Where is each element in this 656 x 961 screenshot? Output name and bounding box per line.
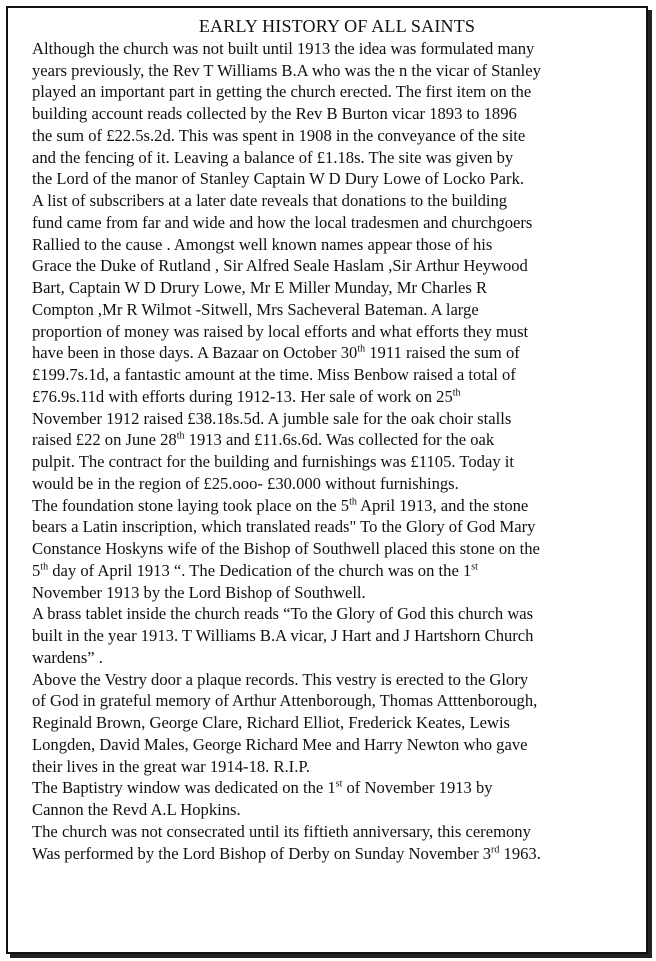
ordinal-suffix: th (452, 387, 461, 399)
text-line: years previously, the Rev T Williams B.A who was the n the vicar of Stanley (32, 60, 541, 80)
text-line: £199.7s.1d, a fantastic amount at the time. Miss Benbow raised a total of (32, 365, 516, 384)
text-line: pulpit. The contract for the building and furnishings was £1105. Today it (32, 452, 514, 471)
document-body (32, 16, 628, 864)
text-line (32, 429, 628, 451)
ordinal-suffix: rd (491, 843, 500, 855)
text-line: Rallied to the cause . Amongst well known names appear those of his (32, 234, 493, 254)
text-line: played an important part in getting the church erected. The first item on the (32, 82, 532, 102)
text-segment: April 1913, and the stone (356, 495, 529, 515)
text-line: built in the year 1913. T Williams B.A vicar, J Hart and J Hartshorn Church (32, 626, 534, 645)
text-line: Bart, Captain W D Drury Lowe, Mr E Miller Munday, Mr Charles R (32, 278, 488, 297)
document-title: EARLY HISTORY OF ALL SAINTS (198, 16, 476, 36)
text-line: A list of subscribers at a later date reveals that donations to the building (32, 191, 508, 210)
text-segment: of November 1913 by (342, 778, 493, 798)
text-line: the Lord of the manor of Stanley Captain W D Dury Lowe of Locko Park. (32, 169, 525, 189)
text-line: Above the Vestry door a plaque records. This vestry is erected to the Glory (32, 669, 529, 689)
text-line (32, 386, 628, 408)
text-line (32, 843, 628, 865)
ordinal-suffix: st (335, 778, 343, 790)
text-line: building account reads collected by the Rev B Burton vicar 1893 to 1896 (32, 104, 517, 123)
text-segment: 1911 raised the sum of (365, 343, 520, 363)
text-segment: have been in those days. A Bazaar on October 30 (32, 343, 358, 363)
text-line: would be in the region of £25.ooo- £30.000 without furnishings. (32, 473, 459, 493)
text-line (32, 495, 628, 517)
text-line: November 1913 by the Lord Bishop of Southwell. (32, 582, 366, 602)
text-segment: raised £22 on June 28 (32, 430, 177, 450)
text-segment: 1913 and £11.6s.6d. Was collected for the oak (184, 430, 495, 450)
ordinal-suffix: th (357, 343, 366, 355)
text-line: Grace the Duke of Rutland , Sir Alfred Seale Haslam ,Sir Arthur Heywood (32, 256, 528, 276)
text-segment: 5 (32, 560, 41, 580)
text-line (32, 777, 628, 799)
text-line: Cannon the Revd A.L Hopkins. (32, 800, 241, 819)
text-line: wardens” . (32, 647, 103, 667)
text-line: The church was not consecrated until its fiftieth anniversary, this ceremony (32, 821, 531, 841)
text-line: Longden, David Males, George Richard Mee and Harry Newton who gave (32, 734, 528, 754)
text-segment: 1963. (499, 843, 541, 863)
ordinal-suffix: th (349, 495, 357, 507)
ordinal-suffix: th (40, 561, 49, 573)
text-line: Reginald Brown, George Clare, Richard Elliot, Frederick Keates, Lewis (32, 713, 511, 732)
text-line (32, 342, 628, 364)
text-segment: £76.9s.11d with efforts during 1912-13. Her sale of work on 25 (32, 386, 453, 406)
text-line: the sum of £22.5s.2d. This was spent in 1908 in the conveyance of the site (32, 125, 526, 145)
page-frame (6, 6, 648, 954)
text-line: fund came from far and wide and how the local tradesmen and churchgoers (32, 212, 533, 232)
text-line (32, 560, 628, 582)
text-segment: Was performed by the Lord Bishop of Derby on Sunday November 3 (32, 843, 492, 863)
ordinal-suffix: th (176, 430, 185, 442)
text-line: their lives in the great war 1914-18. R.I.P. (32, 756, 310, 776)
text-line: and the fencing of it. Leaving a balance of £1.18s. The site was given by (32, 147, 514, 167)
text-segment: The foundation stone laying took place on the 5 (32, 495, 350, 515)
text-line: proportion of money was raised by local efforts and what efforts they must (32, 321, 529, 341)
text-line: Compton ,Mr R Wilmot -Sitwell, Mrs Sacheveral Bateman. A large (32, 299, 479, 319)
text-line: A brass tablet inside the church reads “To the Glory of God this church was (32, 604, 534, 624)
text-segment: day of April 1913 “. The Dedication of the church was on the 1 (48, 560, 472, 580)
text-line: of God in grateful memory of Arthur Attenborough, Thomas Atttenborough, (32, 691, 538, 711)
text-line: bears a Latin inscription, which translated reads" To the Glory of God Mary (32, 517, 536, 537)
text-line: Constance Hoskyns wife of the Bishop of Southwell placed this stone on the (32, 539, 540, 558)
ordinal-suffix: st (471, 561, 478, 573)
text-line: November 1912 raised £38.18s.5d. A jumble sale for the oak choir stalls (32, 408, 512, 428)
text-line: Although the church was not built until 1913 the idea was formulated many (32, 38, 535, 58)
text-segment: The Baptistry window was dedicated on the 1 (32, 778, 336, 798)
